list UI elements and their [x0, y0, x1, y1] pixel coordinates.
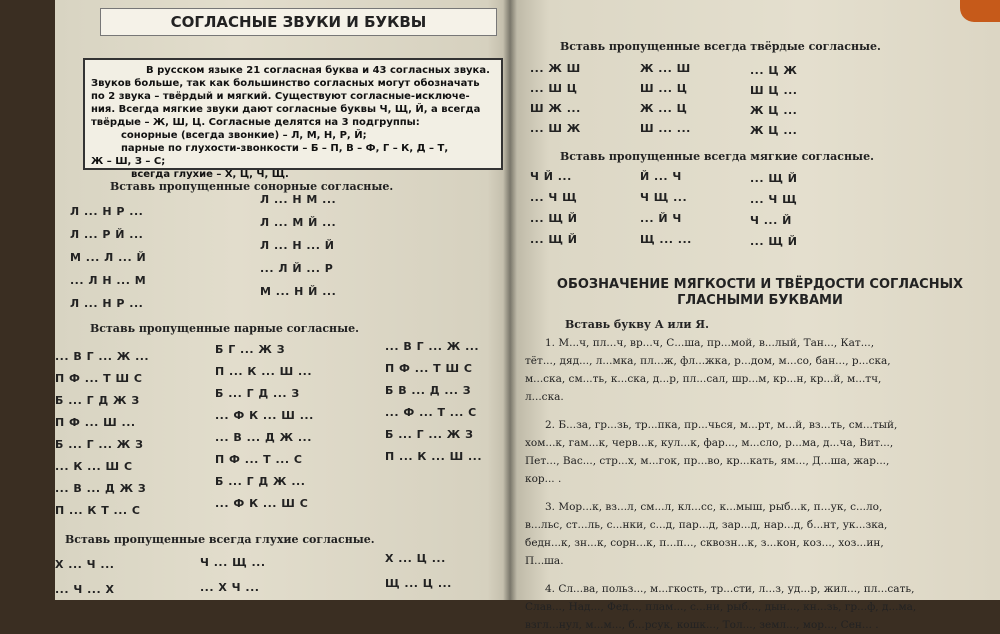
paired-row: ... В ... Д Ж З [55, 482, 147, 495]
paired-row: Б ... Г Д Ж ... [215, 475, 306, 488]
soft-row: ... Щ Й [750, 235, 798, 248]
rule-line: Звуков больше, так как большинство согласных могут обозначать [91, 78, 480, 89]
exercise-line: хом...к, гам...к, черв...к, кул...к, фар..., м...сло, р...ма, д...ча, Вит..., [525, 437, 894, 449]
voiceless-row: ... Ч ... Х [55, 583, 115, 596]
hard-instruction: Вставь пропущенные всегда твёрдые согласные. [560, 40, 881, 53]
exercise-line: П...ша. [525, 555, 564, 567]
soft-row: ... Й Ч [640, 212, 682, 225]
section-title-line-2: ГЛАСНЫМИ БУКВАМИ [677, 293, 843, 308]
exercise-line: м...ска, см...ть, к...ска, д...р, пл...сал, шр...м, кр...н, кр...й, м...тч, [525, 373, 882, 385]
paired-row: Б ... Г Д ... З [215, 387, 300, 400]
paired-row: П ... К ... Ш ... [215, 365, 313, 378]
sonorant-row: ... Л Н ... М [70, 274, 147, 287]
paired-row: Б ... Г Д Ж З [55, 394, 140, 407]
exercise-line: бедн...к, зн...к, сорн...к, п...п..., сквозн...к, з...кон, коз..., хоз...ин, [525, 537, 884, 549]
exercise-line: 3. Мор...к, вз...л, см...л, кл...сс, к...мыш, рыб...к, п...ук, с...ло, [545, 501, 883, 513]
soft-row: Ч Й ... [530, 170, 572, 183]
exercise-line: 1. М...ч, пл...ч, вр...ч, С...ша, пр...мой, в...лый, Тан..., Кат..., [545, 337, 875, 349]
exercise-line: л...ска. [525, 391, 564, 403]
background-object [960, 0, 1000, 22]
soft-row: Ч ... Й [750, 214, 792, 227]
sonorant-row: Л ... Н ... Й [260, 239, 335, 252]
rule-line: сонорные (всегда звонкие) – Л, М, Н, Р, Й; [121, 130, 367, 141]
hard-row: ... Ц Ж [750, 64, 798, 77]
soft-row: ... Щ Й [530, 212, 578, 225]
section-title-line-1: ОБОЗНАЧЕНИЕ МЯГКОСТИ И ТВЁРДОСТИ СОГЛАСНЫХ [556, 277, 964, 292]
hard-row: Ж Ц ... [750, 124, 798, 137]
exercise-line: в...льс, ст...ль, с...нки, с...д, пар...д, зар...д, нар...д, б...нт, ук...зка, [525, 519, 888, 531]
paired-row: ... Ф К ... Ш С [215, 497, 309, 510]
soft-row: Ч Щ ... [640, 191, 688, 204]
hard-row: ... Ш Ж [530, 122, 581, 135]
paired-row: ... В Г ... Ж ... [385, 340, 480, 353]
sonorant-row: М ... Н Й ... [260, 285, 337, 298]
hard-row: Ш Ц ... [750, 84, 798, 97]
paired-row: ... В Г ... Ж ... [55, 350, 150, 363]
soft-row: ... Ч Щ [530, 191, 578, 204]
paired-instruction: Вставь пропущенные парные согласные. [90, 322, 359, 335]
paired-row: Б ... Г ... Ж З [55, 438, 144, 451]
hard-row: Ш ... ... [640, 122, 691, 135]
paired-row: Б ... Г ... Ж З [385, 428, 474, 441]
hard-row: ... Ш Ц [530, 82, 578, 95]
paired-row: П Ф ... Ш ... [55, 416, 136, 429]
paired-row: ... В ... Д Ж ... [215, 431, 312, 444]
rule-line: парные по глухости-звонкости – Б – П, В – Ф, Г – К, Д – Т, [121, 143, 449, 154]
soft-row: ... Ч Щ [750, 193, 798, 206]
voiceless-row: Х ... Ц ... [385, 552, 446, 565]
paired-row: П Ф ... Т ... С [215, 453, 303, 466]
exercise-line: 4. Сл...ва, польз..., м...гкость, тр...сти, л...з, уд...р, жил..., пл...сать, [545, 583, 915, 595]
rule-line: Ж – Ш, З – С; [91, 156, 166, 167]
exercise-line: тёт..., дяд..., л...мка, пл...ж, фл...жка, р...дом, м...со, бан..., р...ска, [525, 355, 891, 367]
rule-line: В русском языке 21 согласная буква и 43 согласных звука. [146, 65, 490, 76]
paired-row: П Ф ... Т Ш С [55, 372, 143, 385]
hard-row: ... Ж Ш [530, 62, 581, 75]
sonorant-row: ... Л Й ... Р [260, 262, 334, 275]
sonorant-row: Л ... Н М ... [260, 193, 337, 206]
paired-row: Б В ... Д ... З [385, 384, 472, 397]
exercise-line: кор... . [525, 473, 562, 485]
paired-row: ... Ф ... Т ... С [385, 406, 477, 419]
sonorant-row: Л ... М Й ... [260, 216, 337, 229]
sonorant-row: Л ... Н Р ... [70, 205, 144, 218]
rule-line: по 2 звука – твёрдый и мягкий. Существуют согласные-исключе- [91, 91, 470, 102]
voiceless-row: Щ ... Ц ... [385, 577, 452, 590]
rule-line: всегда глухие – Х, Ц, Ч, Щ. [131, 169, 289, 180]
voiceless-row: Х ... Ч ... [55, 558, 115, 571]
hard-row: Ж ... Ш [640, 62, 691, 75]
rule-box [83, 58, 503, 180]
hard-row: Ж ... Ц [640, 102, 688, 115]
voiceless-row: ... Х Ч ... [200, 581, 260, 594]
soft-instruction: Вставь пропущенные всегда мягкие согласные. [560, 150, 874, 163]
exercise-line: 2. Б...за, гр...зь, тр...пка, пр...чься, м...рт, м...й, вз...ть, см...тый, [545, 419, 898, 431]
hard-row: Ш Ж ... [530, 102, 581, 115]
soft-row: Й ... Ч [640, 170, 682, 183]
sonorant-row: Л ... Р Й ... [70, 228, 144, 241]
rule-line: ния. Всегда мягкие звуки дают согласные буквы Ч, Щ, Й, а всегда [91, 104, 481, 115]
sonorant-instruction: Вставь пропущенные сонорные согласные. [110, 180, 394, 193]
left-page [55, 0, 510, 600]
soft-row: ... Щ Й [530, 233, 578, 246]
exercise-line: Пет..., Вас..., стр...х, м...гок, пр...во, кр...кать, ям..., Д...ша, жар..., [525, 455, 890, 467]
exercise-line: взгл...нул, м...м..., б...рсук, кошк..., Тол..., земл..., мор..., Сен... . [525, 619, 879, 631]
sonorant-row: Л ... Н Р ... [70, 297, 144, 310]
soft-row: ... Щ Й [750, 172, 798, 185]
sonorant-row: М ... Л ... Й [70, 251, 147, 264]
letters-instruction: Вставь букву А или Я. [565, 318, 709, 331]
right-page [510, 0, 1000, 631]
hard-row: Ш ... Ц [640, 82, 688, 95]
hard-row: Ж Ц ... [750, 104, 798, 117]
paired-row: П ... К Т ... С [55, 504, 141, 517]
paired-row: П ... К ... Ш ... [385, 450, 483, 463]
page-title: СОГЛАСНЫЕ ЗВУКИ И БУКВЫ [100, 8, 497, 36]
paired-row: ... К ... Ш С [55, 460, 133, 473]
soft-row: Щ ... ... [640, 233, 692, 246]
book-spine [503, 0, 517, 600]
paired-row: Б Г ... Ж З [215, 343, 286, 356]
voiceless-row: Ч ... Щ ... [200, 556, 266, 569]
paired-row: П Ф ... Т Ш С [385, 362, 473, 375]
exercise-line: Слав..., Над..., Фед..., плам..., с...ни, рыб..., дын..., кн...зь, гр...ф, д...ма, [525, 601, 917, 613]
voiceless-instruction: Вставь пропущенные всегда глухие согласные. [65, 533, 375, 546]
paired-row: ... Ф К ... Ш ... [215, 409, 314, 422]
rule-line: твёрдые – Ж, Ш, Ц. Согласные делятся на 3 подгруппы: [91, 117, 420, 128]
